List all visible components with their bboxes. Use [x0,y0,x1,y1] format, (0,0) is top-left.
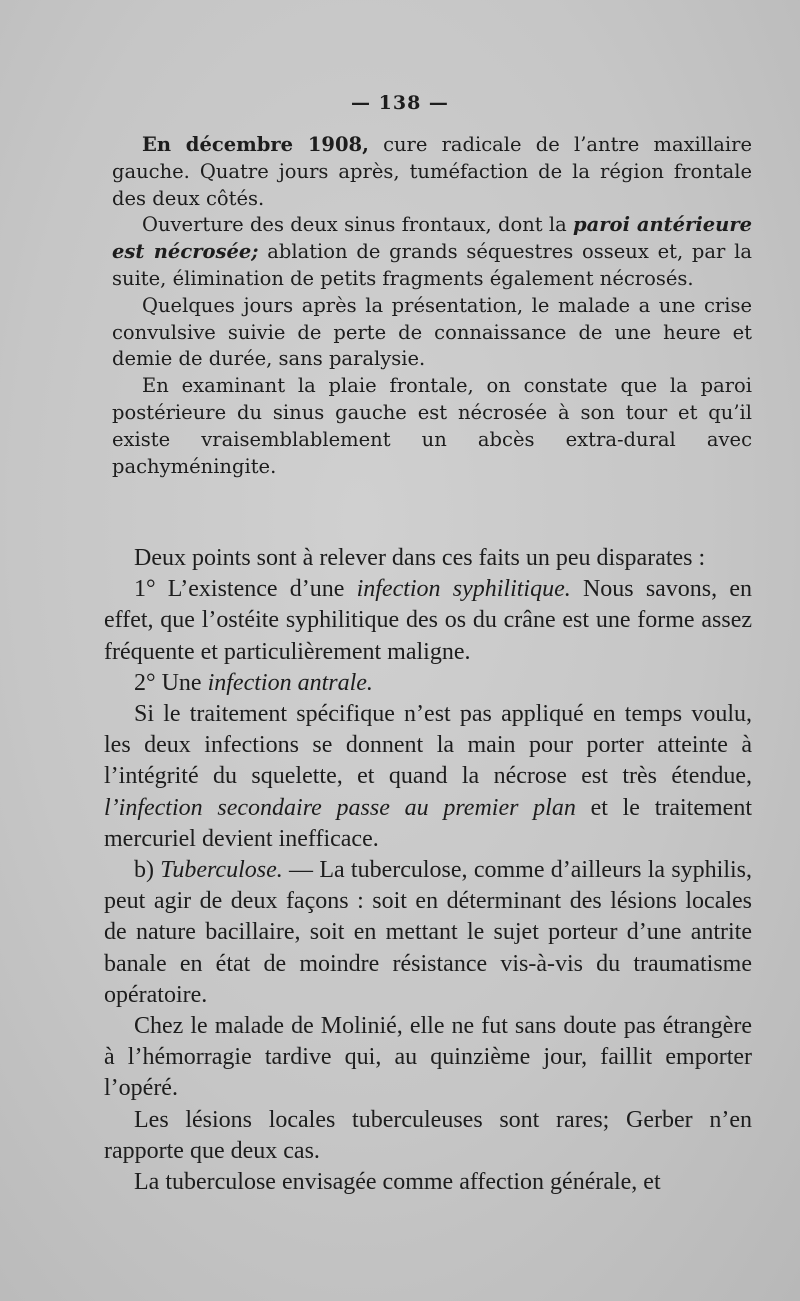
text-run: — La tuberculose, comme d’ailleurs la syphilis, peut agir de deux façons : soit en déterminant des lésions locales de nature bacillaire, soit en mettant le sujet porteur d’une antrite banale en état de moindre résistance vis-à-vis du traumatisme opératoire. [104,857,752,1008]
text-run: Ouverture des deux sinus frontaux, dont la [142,213,574,237]
paragraph [112,132,752,212]
date-lead: En décembre 1908, [142,133,369,156]
paragraph [104,699,752,855]
section-heading: Tuberculose. [160,857,283,884]
emphasis: infection syphilitique. [356,576,571,603]
emphasis: l’infection secondaire passe au premier plan [104,794,576,821]
text-run: 1° L’existence d’une [134,576,357,603]
text-run: b) [134,857,161,884]
paragraph [104,574,752,668]
discussion-section [104,543,752,1198]
paragraph [112,212,752,292]
text-run: 2° Une [134,669,208,696]
page-number: — 138 — [351,92,449,114]
paragraph: Deux points sont à relever dans ces faits un peu disparates : [134,545,706,571]
text-run: et le traitement mercuriel devient inefficace. [104,794,752,852]
text-run: cure radicale de l’antre maxillaire gauche. Quatre jours après, tuméfaction de la région frontale des deux côtés. [112,133,752,210]
paragraph: Quelques jours après la présentation, le malade a une crise convulsive suivie de perte de connaissance de une heure et demie de durée, sans paralysie. [112,293,752,371]
text-run: Si le traitement spécifique n’est pas appliqué en temps voulu, les deux infections se donnent la main pour porter atteinte à l’intégrité du squelette, et quand la nécrose est très étendue, [104,701,752,790]
text-run: Nous savons, en effet, que l’ostéite syphilitique des os du crâne est une forme assez fréquente et particulièrement maligne. [104,576,753,665]
text-run: ablation de grands séquestres osseux et, par la suite, élimination de petits fragments également nécrosés. [112,240,752,290]
paragraph [104,668,752,699]
paragraph: La tuberculose envisagée comme affection générale, et [134,1169,661,1196]
emphasis: infection antrale. [207,669,373,696]
paragraph: Chez le malade de Molinié, elle ne fut sans doute pas étrangère à l’hémorragie tardive qui, au quinzième jour, faillit emporter l’opéré. [104,1013,752,1102]
paragraph: Les lésions locales tuberculeuses sont rares; Gerber n’en rapporte que deux cas. [104,1106,752,1164]
emphasis: paroi antérieure est nécrosée; [112,213,752,264]
paragraph [104,855,752,1011]
paragraph: En examinant la plaie frontale, on constate que la paroi postérieure du sinus gauche est nécrosée à son tour et qu’il existe vraisemblablement un abcès extra-dural avec pachyméningite. [112,374,752,478]
case-report-section [112,132,752,480]
